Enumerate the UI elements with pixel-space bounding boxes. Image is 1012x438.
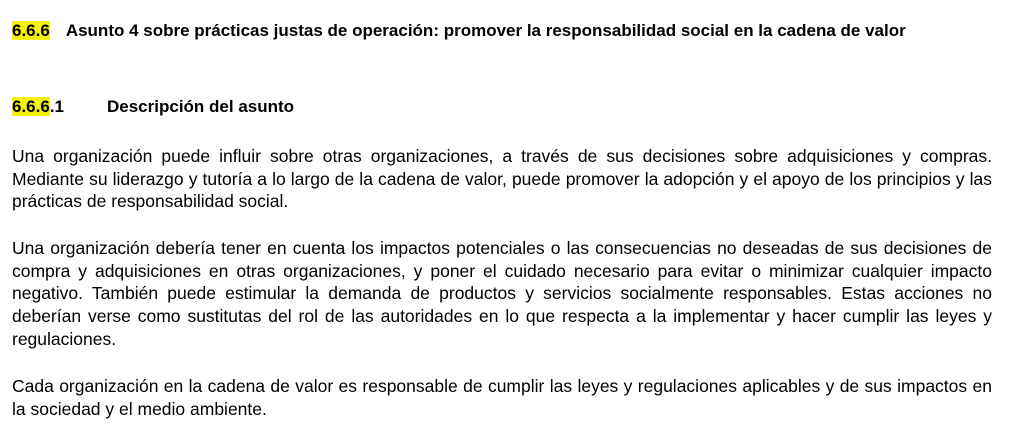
section-heading — [12, 20, 992, 42]
subsection-heading — [12, 96, 992, 118]
subsection-title: Descripción del asunto — [107, 97, 295, 116]
subsection-number — [12, 96, 107, 118]
section-number: 6.6.6 — [12, 21, 50, 40]
section-title: Asunto 4 sobre prácticas justas de operación: promover la responsabilidad social en la cadena de valor — [65, 21, 906, 40]
paragraph-1: Una organización puede influir sobre otras organizaciones, a través de sus decisiones sobre adquisiciones y compras. Mediante su liderazgo y tutoría a lo largo de la cadena de valor, puede promover la adopción y el apoyo de los principios y las prácticas de responsabilidad social. — [12, 146, 992, 212]
paragraph-2: Una organización debería tener en cuenta los impactos potenciales o las consecuencias no deseadas de sus decisiones de compra y adquisiciones en otras organizaciones, y poner el cuidado necesario para evitar o minimizar cualquier impacto negativo. También puede estimular la demanda de productos y servicios socialmente responsables. Estas acciones no deberían verse como sustitutas del rol de las autoridades en lo que respecta a la implementar y hacer cumplir las leyes y regulaciones. — [12, 238, 992, 349]
subsection-number-suffix: .1 — [49, 97, 64, 116]
subsection-number-highlighted: 6.6.6 — [12, 97, 50, 116]
paragraph-3: Cada organización en la cadena de valor es responsable de cumplir las leyes y regulaciones aplicables y de sus impactos en la sociedad y el medio ambiente. — [12, 376, 992, 419]
